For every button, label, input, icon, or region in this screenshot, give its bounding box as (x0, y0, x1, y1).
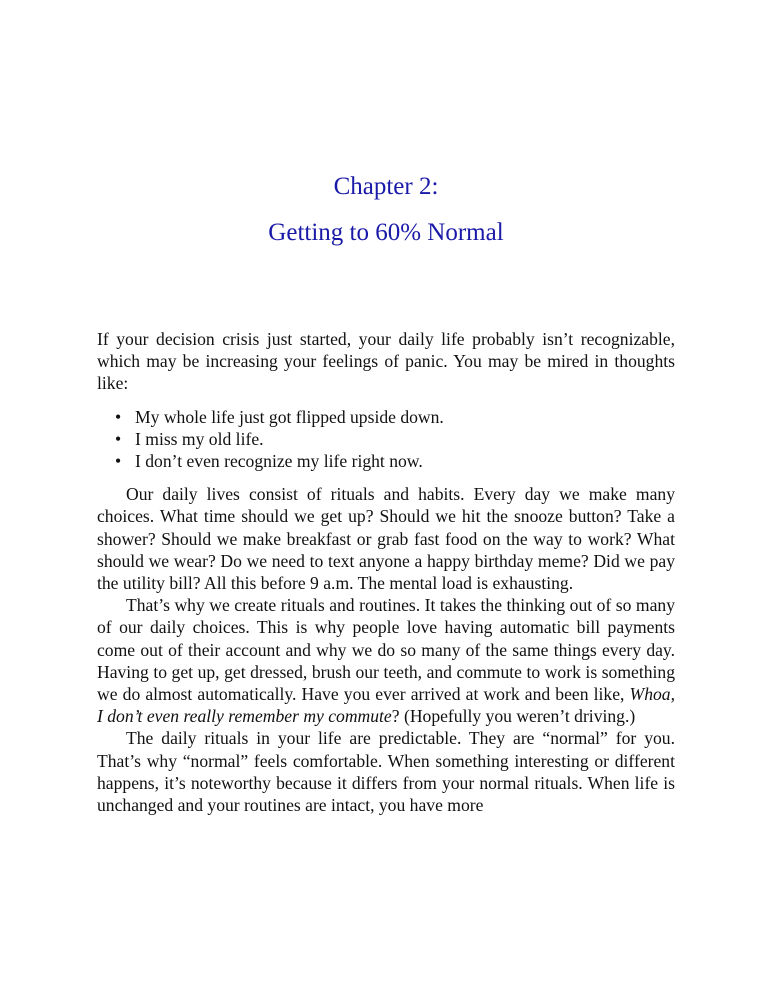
list-item-text: My whole life just got flipped upside down. (135, 406, 444, 427)
intro-paragraph: If your decision crisis just started, your daily life probably isn’t recognizable, which may be increasing your feelings of panic. You may be mired in thoughts like: (97, 329, 675, 394)
paragraph-text: That’s why we create rituals and routines. It takes the thinking out of so many of our daily choices. This is why people love having automatic bill payments come out of their account and why we do so many of the same things every day. Having to get up, get dressed, brush our teeth, and commute to work is something we do almost automatically. Have you ever arrived at work and been like, (97, 595, 675, 705)
body-paragraph-normal: The daily rituals in your life are predictable. They are “normal” for you. That’s why “normal” feels comfortable. When something interesting or different happens, it’s noteworthy because it differs from your normal rituals. When life is unchanged and your routines are intact, you have more (97, 728, 675, 816)
chapter-number: Chapter 2: (333, 173, 439, 200)
list-item (115, 450, 675, 472)
chapter-body (97, 328, 675, 816)
list-item (115, 428, 675, 450)
thought-list (97, 406, 675, 473)
list-item-text: I miss my old life. (135, 428, 264, 449)
bullet-icon: • (115, 451, 122, 472)
bullet-icon: • (115, 428, 122, 449)
body-paragraph-rituals: Our daily lives consist of rituals and habits. Every day we make many choices. What time should we get up? Should we hit the snooze button? Take a shower? Should we make breakfast or grab fast food on the way to work? What should we wear? Do we need to text anyone a happy birthday meme? Did we pay the utility bill? All this before 9 a.m. The mental load is exhausting. (97, 484, 675, 594)
body-paragraph-routines (97, 594, 675, 727)
italic-thought: Whoa, I don’t even really remember my commute (97, 684, 675, 727)
list-item-text: I don’t even recognize my life right now. (135, 451, 423, 472)
list-item (115, 406, 675, 428)
chapter-title: Getting to 60% Normal (268, 219, 504, 246)
paragraph-text: ? (Hopefully you weren’t driving.) (391, 706, 636, 727)
bullet-icon: • (115, 406, 122, 427)
